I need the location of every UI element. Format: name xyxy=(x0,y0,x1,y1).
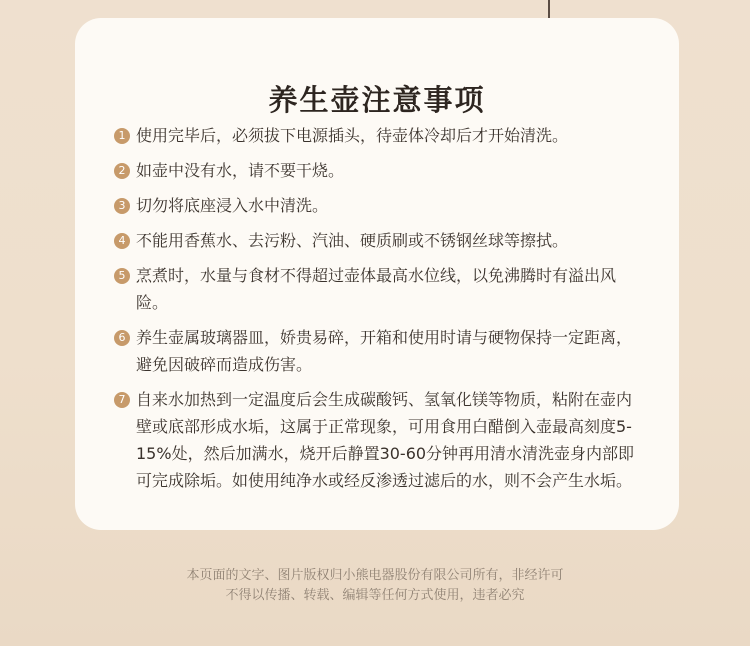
decorative-line xyxy=(548,0,550,18)
copyright-line-2: 不得以传播、转载、编辑等任何方式使用，违者必究 xyxy=(225,588,525,603)
list-item-text: 自来水加热到一定温度后会生成碳酸钙、氢氧化镁等物质，粘附在壶内壁或底部形成水垢，这属于正常现象，可用食用白醋倒入壶最高刻度5-15%处，然后加满水，烧开后静置30-60分钟再用清水清洗壶身内部即可完成除垢。如使用纯净水或经反渗透过滤后的水，则不会产生水垢。 xyxy=(136,390,635,490)
list-item-text: 养生壶属玻璃器皿，娇贵易碎，开箱和使用时请与硬物保持一定距离，避免因破碎而造成伤害。 xyxy=(136,328,633,374)
notice-list xyxy=(114,122,636,502)
list-item-text: 如壶中没有水，请不要干烧。 xyxy=(136,161,345,180)
number-badge-icon: 3 xyxy=(114,198,130,214)
number-badge-icon: 5 xyxy=(114,268,130,284)
copyright-footer xyxy=(0,566,750,606)
list-item-text: 切勿将底座浸入水中清洗。 xyxy=(136,196,329,215)
number-badge-icon: 1 xyxy=(114,128,130,144)
list-item xyxy=(114,386,636,494)
number-badge-icon: 6 xyxy=(114,330,130,346)
list-item xyxy=(114,122,636,149)
list-item xyxy=(114,192,636,219)
list-item-text: 使用完毕后，必须拔下电源插头，待壶体冷却后才开始清洗。 xyxy=(136,126,569,145)
number-badge-icon: 7 xyxy=(114,392,130,408)
number-badge-icon: 2 xyxy=(114,163,130,179)
list-item xyxy=(114,262,636,316)
list-item xyxy=(114,324,636,378)
list-item xyxy=(114,227,636,254)
list-item-text: 不能用香蕉水、去污粉、汽油、硬质刷或不锈钢丝球等擦拭。 xyxy=(136,231,569,250)
list-item-text: 烹煮时，水量与食材不得超过壶体最高水位线，以免沸腾时有溢出风险。 xyxy=(136,266,617,312)
copyright-line-1: 本页面的文字、图片版权归小熊电器股份有限公司所有，非经许可 xyxy=(186,568,564,583)
number-badge-icon: 4 xyxy=(114,233,130,249)
list-item xyxy=(114,157,636,184)
page-title: 养生壶注意事项 xyxy=(268,83,486,117)
